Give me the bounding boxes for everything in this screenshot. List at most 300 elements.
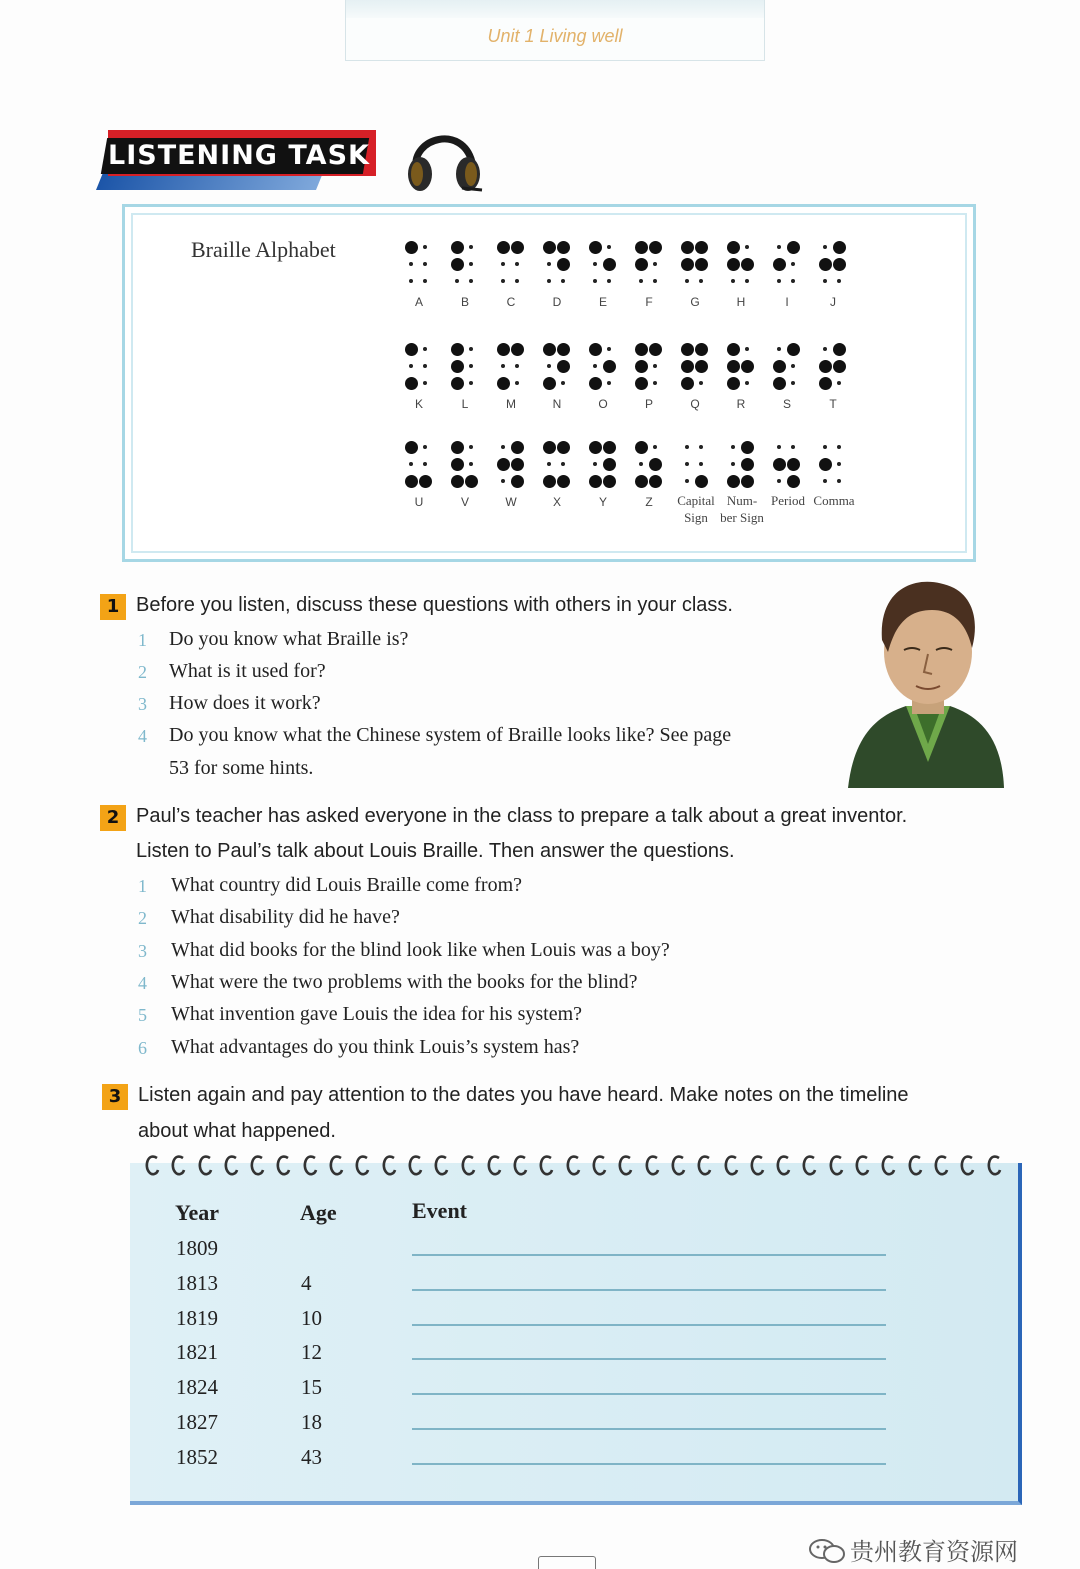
braille-dot-grid (681, 439, 709, 490)
braille-dot (547, 262, 551, 266)
spiral-ring-icon (959, 1152, 976, 1178)
braille-dot (451, 241, 464, 254)
question-text: What country did Louis Braille come from? (171, 874, 523, 896)
question-text: What advantages do you think Louis’s system has? (171, 1035, 580, 1058)
braille-cell (723, 239, 769, 308)
question-number: 1 (138, 630, 147, 650)
braille-dot (773, 458, 786, 471)
braille-dot (823, 479, 827, 483)
braille-dot (405, 441, 418, 454)
braille-dot (681, 241, 694, 254)
braille-dot (543, 475, 556, 488)
braille-dot (787, 475, 800, 488)
braille-cell (631, 341, 677, 410)
spiral-ring-icon (144, 1152, 161, 1178)
column-header-event: Event (412, 1198, 467, 1223)
braille-dot (699, 445, 703, 449)
braille-dot (635, 475, 648, 488)
braille-dot (405, 377, 418, 390)
spiral-ring-icon (381, 1152, 398, 1178)
braille-dot-grid (589, 239, 617, 290)
braille-dot-grid (819, 239, 847, 290)
question-number: 4 (138, 726, 147, 746)
braille-dot (653, 381, 657, 385)
braille-cell-label: Y (598, 495, 607, 509)
braille-dot-grid (727, 439, 755, 490)
braille-dot (741, 475, 754, 488)
braille-dot (653, 364, 657, 368)
braille-cell (493, 439, 539, 526)
spiral-ring-icon (854, 1152, 871, 1178)
braille-dot-grid (451, 439, 479, 490)
question-text: What did books for the blind look like when Louis was a boy? (171, 938, 670, 961)
braille-cell (720, 439, 769, 526)
braille-dot-grid (497, 239, 525, 290)
braille-cell-label: X (552, 495, 561, 509)
braille-dot (741, 258, 754, 271)
braille-dot (731, 445, 735, 449)
braille-dot-grid (451, 341, 479, 392)
spiral-ring-icon (749, 1152, 766, 1178)
braille-cell (447, 239, 493, 308)
question-number: 3 (138, 940, 147, 961)
section-1-number: 1 (100, 594, 126, 620)
question-text: What is it used for? (169, 660, 326, 682)
braille-dot (469, 245, 473, 249)
spiral-ring-icon (249, 1152, 266, 1178)
braille-dot (727, 360, 740, 373)
braille-dot (515, 364, 519, 368)
braille-cell-label: A (414, 295, 423, 309)
event-answer-line[interactable] (412, 1393, 886, 1395)
braille-dot (603, 458, 616, 471)
braille-alphabet-panel (122, 204, 976, 562)
braille-dot (649, 458, 662, 471)
braille-row-k-t (401, 341, 861, 410)
braille-dot (469, 262, 473, 266)
braille-dot (451, 458, 464, 471)
braille-dot (727, 377, 740, 390)
braille-cell (585, 341, 631, 410)
braille-dot (561, 279, 565, 283)
spiral-ring-icon (433, 1152, 450, 1178)
braille-cell (401, 341, 447, 410)
timeline-year: 1813 (176, 1270, 218, 1295)
braille-dot (511, 475, 524, 488)
braille-cell-label: J (830, 295, 836, 309)
listening-task-banner (96, 130, 378, 190)
braille-dot-grid (819, 439, 847, 490)
braille-dot-grid (543, 341, 571, 392)
braille-dot (773, 377, 786, 390)
braille-dot (589, 475, 602, 488)
braille-dot-grid (773, 439, 801, 490)
spiral-ring-icon (565, 1152, 582, 1178)
braille-dot-grid (405, 341, 433, 392)
braille-dot (423, 381, 427, 385)
section-3-instruction-line-2: about what happened. (138, 1120, 336, 1142)
spiral-ring-icon (670, 1152, 687, 1178)
braille-cell-label: L (461, 397, 469, 411)
braille-dot (607, 347, 611, 351)
braille-dot (649, 475, 662, 488)
braille-dot (543, 377, 556, 390)
braille-cell-label: K (414, 397, 423, 411)
braille-dot-grid (589, 341, 617, 392)
braille-dot (593, 279, 597, 283)
braille-dot (791, 262, 795, 266)
section-2-number: 2 (100, 805, 126, 831)
braille-dot (833, 241, 846, 254)
braille-cell-label: C (506, 295, 516, 309)
braille-dot (469, 364, 473, 368)
braille-dot (791, 364, 795, 368)
braille-dot (423, 262, 427, 266)
event-answer-line[interactable] (412, 1289, 886, 1291)
braille-dot (695, 343, 708, 356)
braille-cell (539, 439, 585, 526)
braille-cell (769, 439, 815, 526)
question-text: How does it work? (169, 692, 321, 714)
braille-dot (423, 462, 427, 466)
braille-dot-grid (819, 341, 847, 392)
timeline-year: 1824 (176, 1375, 218, 1400)
timeline-age: 10 (301, 1305, 322, 1330)
braille-dot (511, 343, 524, 356)
headphones-icon (402, 128, 486, 194)
braille-dot (451, 475, 464, 488)
spiral-ring-icon (723, 1152, 740, 1178)
braille-dot-grid (773, 239, 801, 290)
braille-dot (635, 258, 648, 271)
spiral-ring-icon (407, 1152, 424, 1178)
braille-cell-label: O (598, 397, 608, 411)
braille-dot (777, 347, 781, 351)
braille-dot (557, 241, 570, 254)
braille-dot (451, 360, 464, 373)
braille-cell (539, 341, 585, 410)
braille-dot-grid (773, 341, 801, 392)
braille-dot (695, 258, 708, 271)
braille-dot (639, 279, 643, 283)
event-answer-line[interactable] (412, 1324, 886, 1326)
braille-dot (409, 364, 413, 368)
braille-dot (639, 462, 643, 466)
spiral-ring-icon (328, 1152, 345, 1178)
braille-dot (635, 360, 648, 373)
braille-dot (419, 475, 432, 488)
wechat-icon (808, 1538, 848, 1564)
braille-dot (635, 241, 648, 254)
braille-dot (423, 245, 427, 249)
braille-dot (469, 279, 473, 283)
braille-dot (823, 445, 827, 449)
braille-dot-grid (727, 341, 755, 392)
braille-dot (695, 475, 708, 488)
braille-dot (791, 279, 795, 283)
braille-dot-grid (635, 341, 663, 392)
braille-dot (603, 360, 616, 373)
braille-cell-label: U (414, 495, 424, 509)
timeline-year: 1821 (176, 1340, 218, 1365)
braille-dot (589, 343, 602, 356)
spiral-ring-icon (880, 1152, 897, 1178)
braille-cell-label: I (785, 295, 789, 309)
question-text: What invention gave Louis the idea for his system? (171, 1003, 583, 1026)
braille-dot (515, 279, 519, 283)
braille-cell-label: Period (771, 493, 805, 508)
braille-dot (727, 258, 740, 271)
braille-cell-label: E (598, 295, 607, 309)
braille-cell-label: H (736, 295, 746, 309)
spiral-ring-icon (696, 1152, 713, 1178)
braille-dot (745, 245, 749, 249)
braille-dot (561, 462, 565, 466)
braille-dot (501, 479, 505, 483)
braille-dot-grid (451, 239, 479, 290)
braille-dot (837, 445, 841, 449)
braille-dot (745, 381, 749, 385)
section-3-instruction-line-1: Listen again and pay attention to the dates you have heard. Make notes on the timeline (138, 1084, 909, 1106)
spiral-ring-icon (801, 1152, 818, 1178)
braille-dot (547, 364, 551, 368)
braille-cell (401, 439, 447, 526)
braille-title: Braille Alphabet (191, 237, 336, 262)
braille-dot-grid (543, 239, 571, 290)
timeline-notebook (130, 1163, 1022, 1505)
braille-dot-grid (405, 439, 433, 490)
braille-dot-grid (589, 439, 617, 490)
braille-cell (815, 439, 861, 526)
braille-cell (493, 239, 539, 308)
braille-dot (547, 462, 551, 466)
braille-cell (447, 439, 493, 526)
braille-dot (501, 279, 505, 283)
spiral-ring-icon (933, 1152, 950, 1178)
spiral-ring-icon (512, 1152, 529, 1178)
braille-dot (837, 479, 841, 483)
column-header-year: Year (175, 1200, 219, 1225)
braille-dot (543, 343, 556, 356)
braille-dot (423, 364, 427, 368)
braille-dot (833, 343, 846, 356)
braille-dot (497, 377, 510, 390)
braille-dot (405, 241, 418, 254)
braille-cell (677, 439, 723, 526)
braille-dot (497, 458, 510, 471)
braille-cell (815, 239, 861, 308)
louis-braille-portrait (846, 566, 1006, 788)
braille-dot-grid (405, 239, 433, 290)
braille-dot (593, 364, 597, 368)
braille-dot (547, 279, 551, 283)
braille-cell (539, 239, 585, 308)
braille-dot (649, 343, 662, 356)
braille-dot (409, 279, 413, 283)
braille-dot (731, 279, 735, 283)
braille-dot (681, 258, 694, 271)
spiral-ring-icon (275, 1152, 292, 1178)
braille-dot (695, 360, 708, 373)
braille-dot (777, 279, 781, 283)
braille-dot (451, 441, 464, 454)
spiral-ring-icon (617, 1152, 634, 1178)
braille-cell-label: M (506, 397, 516, 411)
braille-dot (787, 458, 800, 471)
spiral-ring-icon (486, 1152, 503, 1178)
braille-dot (635, 441, 648, 454)
spiral-ring-icon (460, 1152, 477, 1178)
braille-dot (695, 241, 708, 254)
braille-dot (603, 441, 616, 454)
section-2-instruction-line-1: Paul’s teacher has asked everyone in the class to prepare a talk about a great inventor. (136, 805, 908, 827)
braille-cell-label: F (645, 295, 653, 309)
braille-dot (823, 347, 827, 351)
braille-dot (837, 381, 841, 385)
braille-dot (511, 441, 524, 454)
braille-dot (409, 262, 413, 266)
braille-dot (557, 475, 570, 488)
braille-dot-grid (635, 439, 663, 490)
braille-dot (501, 364, 505, 368)
spiral-ring-icon (907, 1152, 924, 1178)
spiral-ring-icon (302, 1152, 319, 1178)
braille-dot (681, 343, 694, 356)
section-2-instruction-line-2: Listen to Paul’s talk about Louis Braille. Then answer the questions. (136, 840, 735, 862)
braille-dot (515, 262, 519, 266)
braille-dot (561, 381, 565, 385)
spiral-ring-icon (828, 1152, 845, 1178)
braille-dot (635, 377, 648, 390)
braille-dot (819, 360, 832, 373)
braille-dot (819, 258, 832, 271)
braille-dot (787, 241, 800, 254)
braille-dot (699, 381, 703, 385)
braille-dot (557, 343, 570, 356)
question-number: 3 (138, 694, 147, 714)
braille-dot (409, 462, 413, 466)
braille-dot (699, 279, 703, 283)
braille-row-u-comma (401, 439, 861, 526)
braille-dot (603, 258, 616, 271)
braille-dot (501, 445, 505, 449)
braille-dot (727, 475, 740, 488)
braille-cell-label: Q (690, 397, 700, 411)
braille-dot (607, 245, 611, 249)
page-number-tab (538, 1556, 596, 1569)
event-answer-line[interactable] (412, 1463, 886, 1465)
question-number: 2 (138, 908, 147, 929)
braille-dot (653, 262, 657, 266)
braille-cell (677, 239, 723, 308)
braille-dot (635, 343, 648, 356)
braille-dot (607, 279, 611, 283)
event-answer-line[interactable] (412, 1358, 886, 1360)
braille-cell (447, 341, 493, 410)
braille-cell (677, 341, 723, 410)
braille-dot (603, 475, 616, 488)
braille-cell (769, 239, 815, 308)
braille-dot (589, 241, 602, 254)
braille-dot (511, 458, 524, 471)
braille-cell-label: V (460, 495, 469, 509)
braille-cell (631, 239, 677, 308)
braille-dot (501, 262, 505, 266)
braille-dot (557, 360, 570, 373)
braille-cell-label: P (644, 397, 653, 411)
question-text: Do you know what Braille is? (169, 628, 409, 650)
braille-dot (607, 381, 611, 385)
braille-cell-label: Capital Sign (677, 493, 715, 525)
unit-title: Unit 1 Living well (487, 26, 623, 46)
braille-dot (681, 377, 694, 390)
watermark-text: 贵州教育资源网 (850, 1538, 1018, 1566)
braille-dot (685, 462, 689, 466)
braille-dot (589, 441, 602, 454)
braille-cell-label: T (829, 397, 837, 411)
braille-dot (819, 458, 832, 471)
braille-cell (585, 239, 631, 308)
braille-cell-label: Z (645, 495, 653, 509)
section-1-question-4-continued: 53 for some hints. (169, 757, 314, 779)
braille-dot (777, 479, 781, 483)
braille-dot (791, 445, 795, 449)
braille-dot (543, 241, 556, 254)
braille-dot (653, 279, 657, 283)
braille-cell-label: D (552, 295, 562, 309)
braille-cell-label: W (505, 495, 517, 509)
braille-dot-grid (727, 239, 755, 290)
event-answer-line[interactable] (412, 1428, 886, 1430)
braille-dot (557, 441, 570, 454)
timeline-year: 1852 (176, 1444, 218, 1469)
spiral-ring-icon (591, 1152, 608, 1178)
braille-dot-grid (681, 239, 709, 290)
timeline-age: 12 (301, 1340, 322, 1365)
braille-dot (589, 377, 602, 390)
braille-cell (585, 439, 631, 526)
braille-dot (745, 347, 749, 351)
braille-dot (465, 475, 478, 488)
spiral-ring-icon (775, 1152, 792, 1178)
braille-dot (685, 445, 689, 449)
spiral-ring-icon (986, 1152, 1003, 1178)
braille-dot-grid (497, 439, 525, 490)
braille-dot (497, 241, 510, 254)
braille-dot (497, 343, 510, 356)
braille-dot (823, 279, 827, 283)
question-text: What were the two problems with the books for the blind? (171, 970, 638, 993)
braille-cell-label: R (736, 397, 746, 411)
braille-dot (681, 360, 694, 373)
event-answer-line[interactable] (412, 1254, 886, 1256)
question-text: What disability did he have? (171, 906, 400, 929)
spiral-ring-icon (223, 1152, 240, 1178)
question-number: 4 (138, 972, 147, 993)
braille-dot (741, 441, 754, 454)
braille-dot (777, 445, 781, 449)
header-sky-strip (346, 0, 764, 18)
braille-dot (819, 377, 832, 390)
braille-dot (515, 381, 519, 385)
braille-dot (405, 343, 418, 356)
braille-dot (593, 262, 597, 266)
braille-dot (405, 475, 418, 488)
braille-dot (833, 360, 846, 373)
braille-dot (699, 462, 703, 466)
timeline-year: 1809 (176, 1236, 218, 1260)
braille-dot (451, 343, 464, 356)
